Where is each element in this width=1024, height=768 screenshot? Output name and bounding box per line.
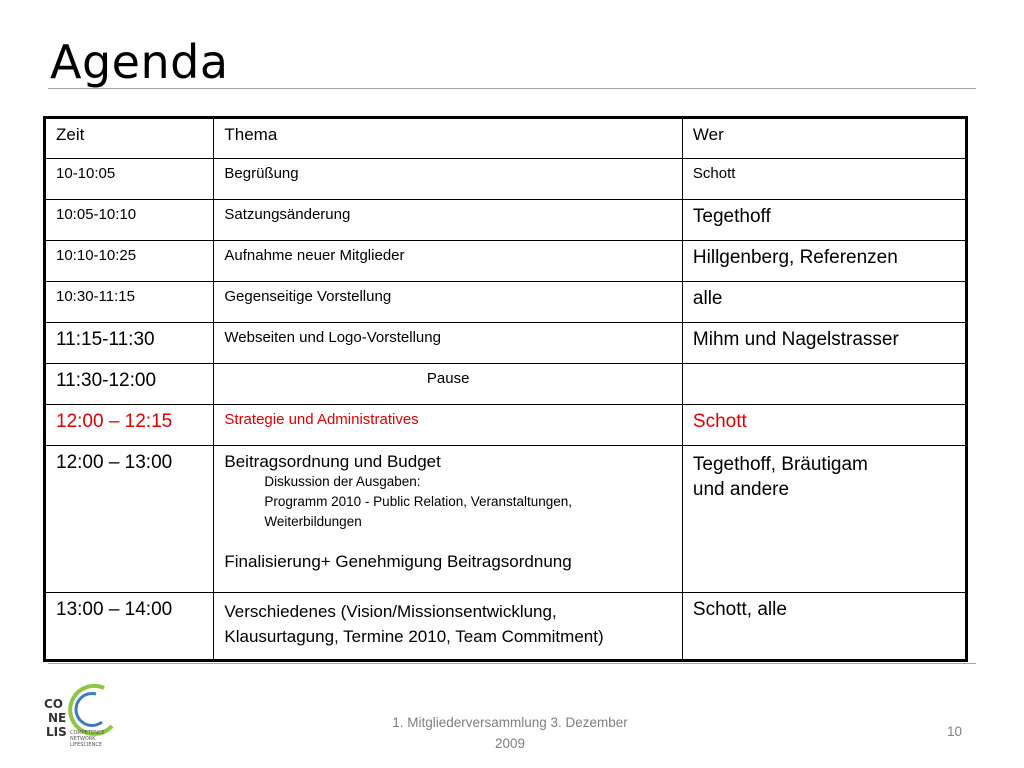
footer-line: 2009: [494, 736, 526, 751]
thema-sub-line: Weiterbildungen: [264, 514, 362, 529]
cell-wer: Tegethoff: [682, 200, 966, 241]
conelis-logo-mark: [44, 678, 134, 750]
logo-sub: COMPETENCE: [70, 730, 105, 736]
cell-thema: Begrüßung: [214, 159, 683, 200]
logo-sub: NETWORK: [70, 736, 96, 742]
thema-sub-line: Programm 2010 - Public Relation, Veranstaltungen,: [264, 494, 573, 509]
table-row: [45, 323, 967, 364]
logo-lis: LIS: [46, 725, 67, 739]
page-number: 10: [946, 724, 962, 739]
header-wer: Wer: [682, 118, 966, 159]
logo-ne: NE: [48, 711, 67, 725]
title-divider: [48, 88, 976, 89]
cell-wer: Schott, alle: [682, 593, 966, 661]
cell-thema: Webseiten und Logo-Vorstellung: [214, 323, 683, 364]
cell-zeit: 10-10:05: [45, 159, 214, 200]
table-row: [45, 364, 967, 405]
wer-line: Tegethoff, Bräutigam: [692, 454, 868, 475]
cell-thema: [214, 593, 683, 661]
cell-zeit: 10:30-11:15: [45, 282, 214, 323]
cell-thema: Pause: [214, 364, 683, 405]
cell-wer: Schott: [682, 405, 966, 446]
cell-zeit: 13:00 – 14:00: [45, 593, 214, 661]
thema-line: Klausurtagung, Termine 2010, Team Commitment): [224, 627, 604, 646]
footer-line: 1. Mitgliederversammlung 3. Dezember: [392, 715, 628, 730]
table-row: [45, 159, 967, 200]
cell-wer: Hillgenberg, Referenzen: [682, 241, 966, 282]
cell-thema: Gegenseitige Vorstellung: [214, 282, 683, 323]
wer-line: und andere: [692, 479, 790, 500]
thema-main: Beitragsordnung und Budget: [224, 452, 441, 471]
cell-wer: Mihm und Nagelstrasser: [682, 323, 966, 364]
footer-divider: [48, 663, 976, 664]
conelis-logo: [44, 678, 134, 750]
cell-wer: [682, 364, 966, 405]
table-row: [45, 200, 967, 241]
cell-thema: Strategie und Administratives: [214, 405, 683, 446]
cell-zeit: 10:10-10:25: [45, 241, 214, 282]
cell-zeit: 11:30-12:00: [45, 364, 214, 405]
cell-zeit: 12:00 – 13:00: [45, 446, 214, 593]
table-row: [45, 241, 967, 282]
footer-text: [360, 712, 660, 754]
cell-thema: Satzungsänderung: [214, 200, 683, 241]
thema-end: Finalisierung+ Genehmigung Beitragsordnung: [224, 552, 572, 571]
agenda-table: [43, 116, 968, 662]
header-thema: Thema: [214, 118, 683, 159]
table-header-row: [45, 118, 967, 159]
header-zeit: Zeit: [45, 118, 214, 159]
cell-zeit: 10:05-10:10: [45, 200, 214, 241]
cell-thema: [214, 446, 683, 593]
cell-thema: Aufnahme neuer Mitglieder: [214, 241, 683, 282]
table-row: [45, 446, 967, 593]
table-row-highlighted: [45, 405, 967, 446]
cell-zeit: 11:15-11:30: [45, 323, 214, 364]
thema-line: Verschiedenes (Vision/Missionsentwicklung,: [224, 602, 557, 621]
logo-sub: LIFESCIENCE: [70, 742, 102, 748]
table-row: [45, 282, 967, 323]
cell-wer: Schott: [682, 159, 966, 200]
cell-wer: alle: [682, 282, 966, 323]
thema-sub-line: Diskussion der Ausgaben:: [264, 474, 421, 489]
slide-title: Agenda: [50, 35, 229, 89]
logo-co: CO: [44, 697, 64, 711]
cell-zeit: 12:00 – 12:15: [45, 405, 214, 446]
cell-wer: [682, 446, 966, 593]
table-row: [45, 593, 967, 661]
